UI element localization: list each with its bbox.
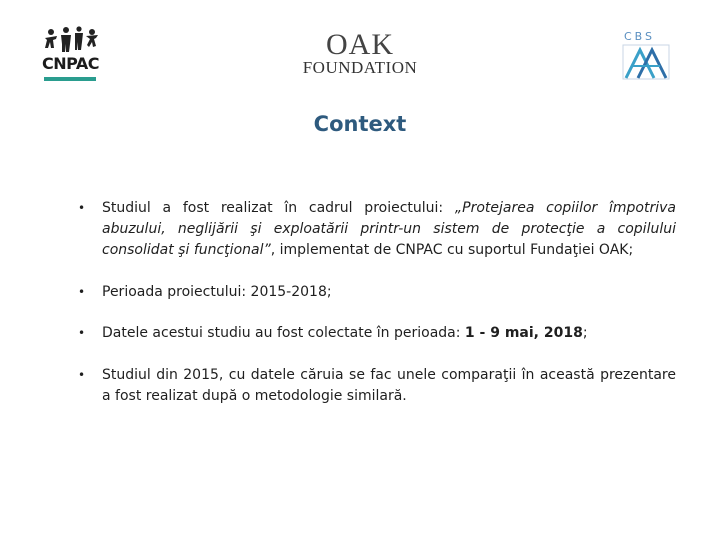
project-name: „Protejarea copiilor împotriva abuzului, neglijării şi exploatării printr-un sistem de protecţie a copilului consolidat şi funcţional” bbox=[102, 200, 676, 258]
cnpac-logo bbox=[40, 22, 102, 84]
cbs-logo-text: CBS bbox=[624, 30, 656, 43]
bullet-text-part3: , implementat de CNPAC cu suportul Fundaţiei OAK; bbox=[270, 242, 634, 258]
bullet-item-data-collection bbox=[78, 323, 676, 344]
bullet-text: Perioada proiectului: 2015-2018; bbox=[102, 284, 332, 300]
bullet-list bbox=[78, 198, 676, 407]
bullet-text-part1: Datele acestui studiu au fost colectate în perioada: bbox=[102, 325, 465, 341]
page-title: Context bbox=[313, 112, 407, 136]
oak-foundation-logo bbox=[290, 30, 430, 76]
bullet-item-period bbox=[78, 282, 676, 303]
children-figures-icon bbox=[42, 26, 100, 54]
bullet-item-methodology bbox=[78, 365, 676, 407]
bullet-dot: • bbox=[78, 201, 86, 215]
bullet-dot: • bbox=[78, 368, 86, 382]
collection-dates: 1 - 9 mai, 2018 bbox=[464, 325, 583, 341]
bullet-text: Studiul din 2015, cu datele căruia se fac unele comparaţii în această prezentare a fost realizat după o metodologie similară. bbox=[102, 367, 676, 404]
cbs-logo bbox=[620, 30, 672, 82]
bullet-item-project bbox=[78, 198, 676, 261]
oak-logo-line2: FOUNDATION bbox=[302, 58, 418, 77]
cnpac-logo-text: CNPAC bbox=[42, 54, 100, 73]
cnpac-logo-bar bbox=[44, 77, 96, 81]
oak-logo-line1: OAK bbox=[326, 28, 394, 61]
cbs-triangles-icon bbox=[622, 44, 670, 80]
bullet-dot: • bbox=[78, 285, 86, 299]
bullet-dot: • bbox=[78, 326, 86, 340]
bullet-text-part3: ; bbox=[582, 325, 588, 341]
bullet-text-part1: Studiul a fost realizat în cadrul proiectului: bbox=[102, 200, 455, 216]
